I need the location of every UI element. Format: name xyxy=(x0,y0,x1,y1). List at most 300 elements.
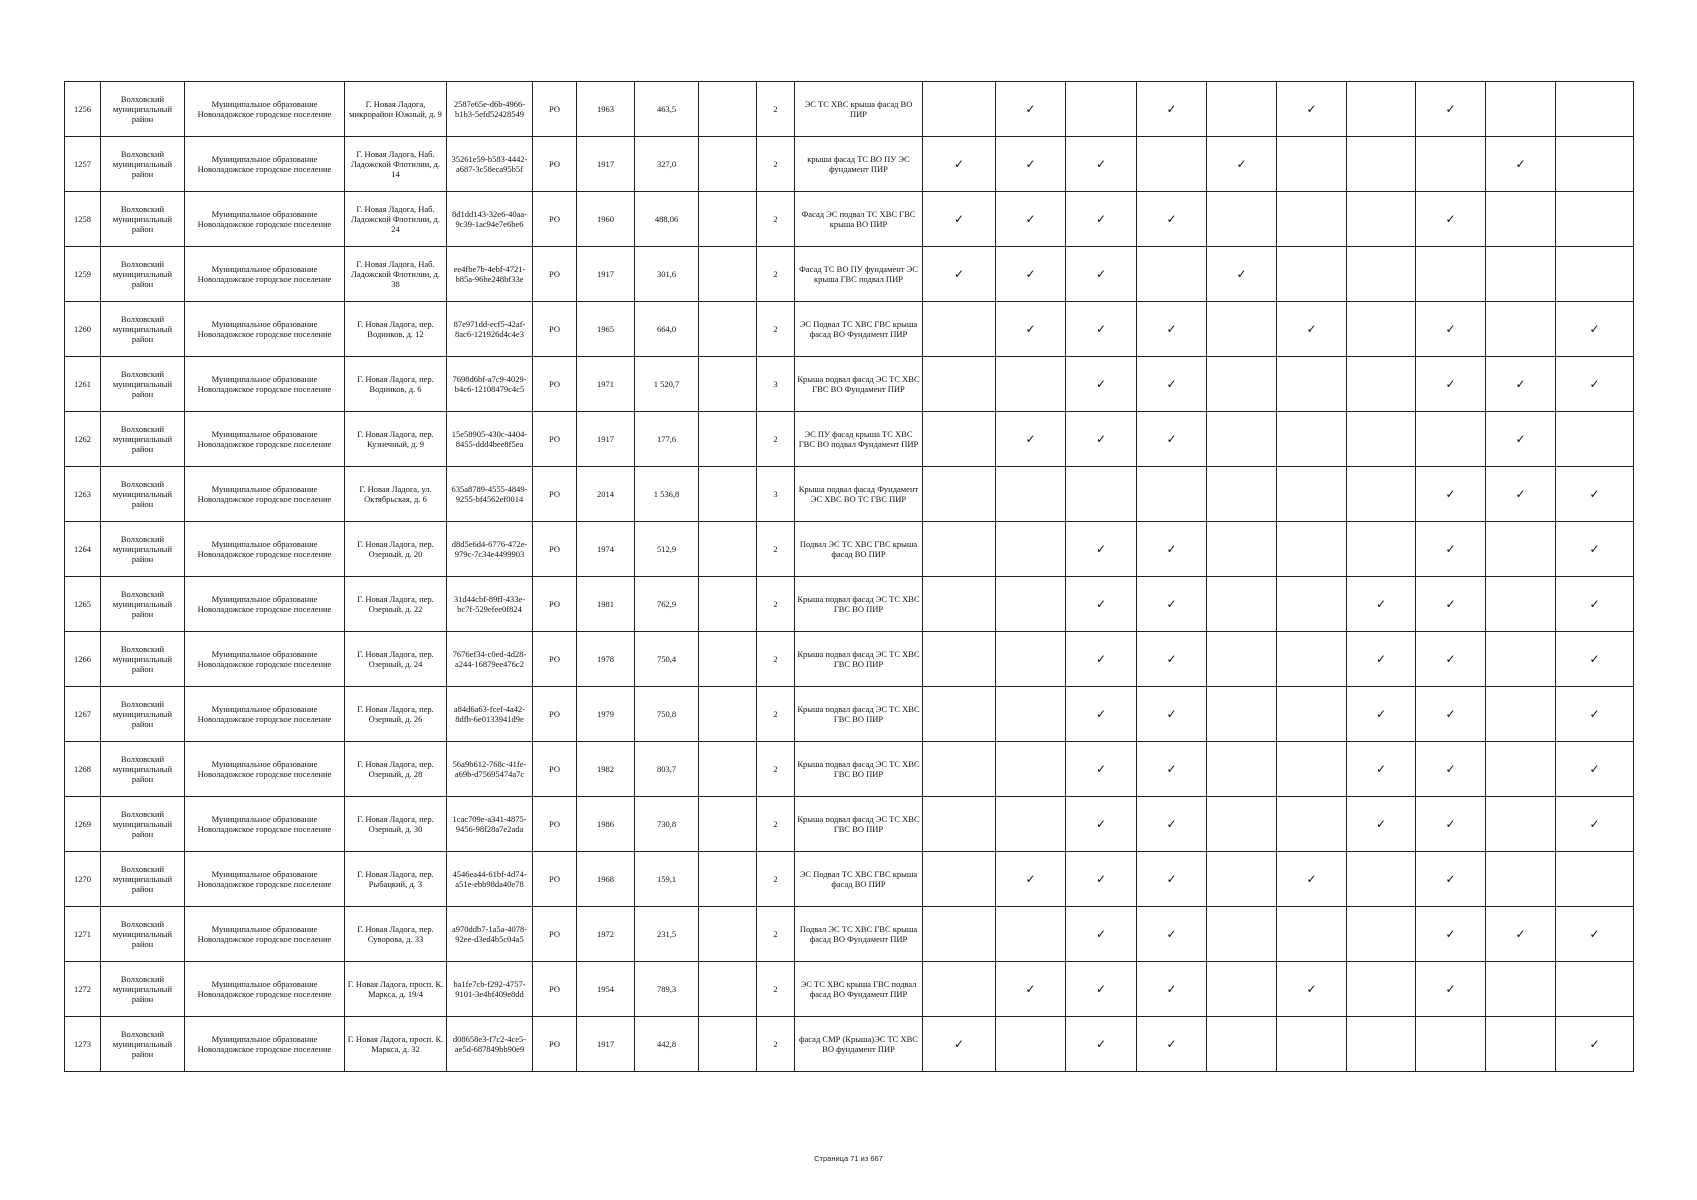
address-cell: Г. Новая Ладога, Наб. Ладожской Флотилии, д. 14 xyxy=(345,137,447,192)
row-number-cell: 1263 xyxy=(65,467,101,522)
work-types-cell: Крыша подвал фасад ЭС ТС ХВС ГВС ВО ПИР xyxy=(795,797,923,852)
empty-check-cell xyxy=(1486,797,1556,852)
empty-check-cell xyxy=(996,577,1066,632)
empty-check-cell xyxy=(923,412,996,467)
empty-check-cell xyxy=(1207,962,1277,1017)
year-built-cell: 1968 xyxy=(577,852,635,907)
empty-check-cell xyxy=(923,852,996,907)
table-row xyxy=(65,687,1634,742)
empty-check-cell xyxy=(1207,742,1277,797)
empty-check-cell xyxy=(1556,412,1634,467)
empty-cell xyxy=(699,852,757,907)
empty-cell xyxy=(699,467,757,522)
year-built-cell: 1917 xyxy=(577,137,635,192)
empty-check-cell xyxy=(1207,1017,1277,1072)
floors-cell: 2 xyxy=(757,522,795,577)
row-number-cell: 1265 xyxy=(65,577,101,632)
empty-check-cell xyxy=(1207,302,1277,357)
area-cell: 442,8 xyxy=(635,1017,699,1072)
check-mark-icon: ✓ xyxy=(1416,907,1486,962)
district-cell: Волховский муниципальный район xyxy=(101,797,185,852)
empty-check-cell xyxy=(1207,467,1277,522)
empty-check-cell xyxy=(923,82,996,137)
empty-check-cell xyxy=(923,302,996,357)
municipality-cell: Муниципальное образование Новоладожское городское поселение xyxy=(185,742,345,797)
empty-check-cell xyxy=(1137,247,1207,302)
district-cell: Волховский муниципальный район xyxy=(101,962,185,1017)
address-cell: Г. Новая Ладога, Наб. Ладожской Флотилии, д. 38 xyxy=(345,247,447,302)
empty-check-cell xyxy=(1207,412,1277,467)
empty-check-cell xyxy=(1486,302,1556,357)
check-mark-icon: ✓ xyxy=(1137,412,1207,467)
check-mark-icon: ✓ xyxy=(1416,742,1486,797)
page-number: Страница 71 из 667 xyxy=(814,1154,883,1163)
empty-check-cell xyxy=(1486,852,1556,907)
work-types-cell: Крыша подвал фасад ЭС ТС ХВС ГВС ВО ПИР xyxy=(795,577,923,632)
empty-check-cell xyxy=(1207,907,1277,962)
empty-check-cell xyxy=(996,742,1066,797)
address-cell: Г. Новая Ладога, пер. Водников, д. 12 xyxy=(345,302,447,357)
guid-cell: 87e971dd-ecf5-42af-8ac6-121926d4c4e3 xyxy=(447,302,533,357)
check-mark-icon: ✓ xyxy=(1347,577,1416,632)
check-mark-icon: ✓ xyxy=(1066,1017,1137,1072)
empty-check-cell xyxy=(1416,137,1486,192)
empty-check-cell xyxy=(1486,742,1556,797)
address-cell: Г. Новая Ладога, микрорайон Южный, д. 9 xyxy=(345,82,447,137)
check-mark-icon: ✓ xyxy=(1416,357,1486,412)
empty-cell xyxy=(699,357,757,412)
table-row xyxy=(65,797,1634,852)
area-cell: 231,5 xyxy=(635,907,699,962)
table-row xyxy=(65,192,1634,247)
empty-check-cell xyxy=(1556,852,1634,907)
check-mark-icon: ✓ xyxy=(1137,357,1207,412)
check-mark-icon: ✓ xyxy=(1137,742,1207,797)
empty-check-cell xyxy=(1277,907,1347,962)
ownership-form-cell: РО xyxy=(533,852,577,907)
empty-check-cell xyxy=(1347,247,1416,302)
guid-cell: 56a9b612-768c-41fe-a69b-d75695474a7c xyxy=(447,742,533,797)
district-cell: Волховский муниципальный район xyxy=(101,1017,185,1072)
municipality-cell: Муниципальное образование Новоладожское городское поселение xyxy=(185,137,345,192)
table-row xyxy=(65,632,1634,687)
area-cell: 750,8 xyxy=(635,687,699,742)
guid-cell: 8d1dd143-32e6-40aa-9c39-1ac94e7e6be6 xyxy=(447,192,533,247)
empty-check-cell xyxy=(1347,357,1416,412)
check-mark-icon: ✓ xyxy=(1556,467,1634,522)
municipality-cell: Муниципальное образование Новоладожское городское поселение xyxy=(185,357,345,412)
empty-check-cell xyxy=(1277,632,1347,687)
address-cell: Г. Новая Ладога, пер. Рыбацкий, д. 3 xyxy=(345,852,447,907)
table-row xyxy=(65,467,1634,522)
floors-cell: 2 xyxy=(757,302,795,357)
check-mark-icon: ✓ xyxy=(1556,357,1634,412)
check-mark-icon: ✓ xyxy=(1277,82,1347,137)
municipality-cell: Муниципальное образование Новоладожское городское поселение xyxy=(185,962,345,1017)
empty-check-cell xyxy=(1066,467,1137,522)
empty-cell xyxy=(699,82,757,137)
empty-check-cell xyxy=(1207,82,1277,137)
floors-cell: 2 xyxy=(757,962,795,1017)
check-mark-icon: ✓ xyxy=(996,247,1066,302)
check-mark-icon: ✓ xyxy=(996,852,1066,907)
check-mark-icon: ✓ xyxy=(1066,962,1137,1017)
check-mark-icon: ✓ xyxy=(1556,1017,1634,1072)
empty-check-cell xyxy=(1486,577,1556,632)
row-number-cell: 1262 xyxy=(65,412,101,467)
work-types-cell: Крыша подвал фасад ЭС ТС ХВС ГВС ВО ПИР xyxy=(795,632,923,687)
address-cell: Г. Новая Ладога, пер. Озерный, д. 22 xyxy=(345,577,447,632)
empty-check-cell xyxy=(1556,962,1634,1017)
guid-cell: 2587e65e-d6b-4966-b1b3-5efd52428549 xyxy=(447,82,533,137)
table-row xyxy=(65,1017,1634,1072)
empty-check-cell xyxy=(1137,137,1207,192)
address-cell: Г. Новая Ладога, пер. Озерный, д. 26 xyxy=(345,687,447,742)
empty-check-cell xyxy=(1277,687,1347,742)
floors-cell: 3 xyxy=(757,357,795,412)
empty-check-cell xyxy=(1277,742,1347,797)
ownership-form-cell: РО xyxy=(533,522,577,577)
empty-check-cell xyxy=(1347,852,1416,907)
row-number-cell: 1270 xyxy=(65,852,101,907)
district-cell: Волховский муниципальный район xyxy=(101,247,185,302)
empty-cell xyxy=(699,137,757,192)
address-cell: Г. Новая Ладога, пер. Озерный, д. 20 xyxy=(345,522,447,577)
work-types-cell: Крыша подвал фасад ЭС ТС ХВС ГВС ВО Фундамент ПИР xyxy=(795,357,923,412)
ownership-form-cell: РО xyxy=(533,137,577,192)
district-cell: Волховский муниципальный район xyxy=(101,742,185,797)
table-row xyxy=(65,742,1634,797)
check-mark-icon: ✓ xyxy=(1416,467,1486,522)
year-built-cell: 2014 xyxy=(577,467,635,522)
check-mark-icon: ✓ xyxy=(1556,522,1634,577)
empty-check-cell xyxy=(996,1017,1066,1072)
address-cell: Г. Новая Ладога, пер. Водников, д. 6 xyxy=(345,357,447,412)
empty-check-cell xyxy=(996,907,1066,962)
guid-cell: 7676ef34-c0ed-4d28-a244-16879ee476c2 xyxy=(447,632,533,687)
check-mark-icon: ✓ xyxy=(1066,302,1137,357)
municipality-cell: Муниципальное образование Новоладожское городское поселение xyxy=(185,302,345,357)
work-types-cell: Крыша подвал фасад Фундамент ЭС ХВС ВО ТС ГВС ПИР xyxy=(795,467,923,522)
empty-check-cell xyxy=(1277,797,1347,852)
year-built-cell: 1954 xyxy=(577,962,635,1017)
area-cell: 730,8 xyxy=(635,797,699,852)
empty-check-cell xyxy=(1066,82,1137,137)
check-mark-icon: ✓ xyxy=(1416,522,1486,577)
year-built-cell: 1972 xyxy=(577,907,635,962)
row-number-cell: 1264 xyxy=(65,522,101,577)
check-mark-icon: ✓ xyxy=(996,412,1066,467)
empty-check-cell xyxy=(996,357,1066,412)
ownership-form-cell: РО xyxy=(533,577,577,632)
check-mark-icon: ✓ xyxy=(1137,687,1207,742)
check-mark-icon: ✓ xyxy=(996,192,1066,247)
address-cell: Г. Новая Ладога, просп. К. Маркса, д. 32 xyxy=(345,1017,447,1072)
work-types-cell: ЭС ПУ фасад крыша ТС ХВС ГВС ВО подвал Фундамент ПИР xyxy=(795,412,923,467)
check-mark-icon: ✓ xyxy=(1556,742,1634,797)
empty-cell xyxy=(699,742,757,797)
area-cell: 789,3 xyxy=(635,962,699,1017)
row-number-cell: 1260 xyxy=(65,302,101,357)
empty-check-cell xyxy=(1207,192,1277,247)
empty-check-cell xyxy=(923,797,996,852)
empty-check-cell xyxy=(1416,247,1486,302)
check-mark-icon: ✓ xyxy=(1066,357,1137,412)
row-number-cell: 1273 xyxy=(65,1017,101,1072)
guid-cell: ba1fe7cb-f292-4757-9101-3e4bf409e8dd xyxy=(447,962,533,1017)
empty-cell xyxy=(699,1017,757,1072)
ownership-form-cell: РО xyxy=(533,962,577,1017)
year-built-cell: 1982 xyxy=(577,742,635,797)
check-mark-icon: ✓ xyxy=(1066,687,1137,742)
district-cell: Волховский муниципальный район xyxy=(101,522,185,577)
empty-check-cell xyxy=(1486,1017,1556,1072)
empty-cell xyxy=(699,302,757,357)
check-mark-icon: ✓ xyxy=(1207,247,1277,302)
empty-check-cell xyxy=(1347,137,1416,192)
row-number-cell: 1271 xyxy=(65,907,101,962)
empty-check-cell xyxy=(1207,687,1277,742)
empty-check-cell xyxy=(923,522,996,577)
guid-cell: d08658e3-f7c2-4ce5-ae5d-687849bb90e9 xyxy=(447,1017,533,1072)
municipality-cell: Муниципальное образование Новоладожское городское поселение xyxy=(185,247,345,302)
check-mark-icon: ✓ xyxy=(1277,302,1347,357)
check-mark-icon: ✓ xyxy=(1066,192,1137,247)
check-mark-icon: ✓ xyxy=(1416,302,1486,357)
address-cell: Г. Новая Ладога, пер. Озерный, д. 30 xyxy=(345,797,447,852)
guid-cell: a84d6a63-fcef-4a42-8dfb-6e0133941d9e xyxy=(447,687,533,742)
floors-cell: 2 xyxy=(757,687,795,742)
check-mark-icon: ✓ xyxy=(1556,302,1634,357)
table-row xyxy=(65,247,1634,302)
floors-cell: 2 xyxy=(757,907,795,962)
empty-check-cell xyxy=(1486,82,1556,137)
area-cell: 1 536,8 xyxy=(635,467,699,522)
empty-check-cell xyxy=(996,467,1066,522)
floors-cell: 2 xyxy=(757,192,795,247)
check-mark-icon: ✓ xyxy=(1277,852,1347,907)
table-row xyxy=(65,412,1634,467)
row-number-cell: 1259 xyxy=(65,247,101,302)
year-built-cell: 1971 xyxy=(577,357,635,412)
table-row xyxy=(65,82,1634,137)
check-mark-icon: ✓ xyxy=(1137,522,1207,577)
ownership-form-cell: РО xyxy=(533,302,577,357)
empty-check-cell xyxy=(923,687,996,742)
empty-check-cell xyxy=(1416,412,1486,467)
ownership-form-cell: РО xyxy=(533,687,577,742)
empty-check-cell xyxy=(1277,137,1347,192)
row-number-cell: 1269 xyxy=(65,797,101,852)
empty-check-cell xyxy=(1416,1017,1486,1072)
ownership-form-cell: РО xyxy=(533,907,577,962)
check-mark-icon: ✓ xyxy=(1416,962,1486,1017)
municipality-cell: Муниципальное образование Новоладожское городское поселение xyxy=(185,632,345,687)
ownership-form-cell: РО xyxy=(533,357,577,412)
check-mark-icon: ✓ xyxy=(1066,632,1137,687)
empty-check-cell xyxy=(923,577,996,632)
guid-cell: 635a8789-4555-4849-9255-bf4562ef0014 xyxy=(447,467,533,522)
work-types-cell: Подвал ЭС ТС ХВС ГВС крыша фасад ВО Фундамент ПИР xyxy=(795,907,923,962)
district-cell: Волховский муниципальный район xyxy=(101,302,185,357)
table-row xyxy=(65,522,1634,577)
floors-cell: 2 xyxy=(757,577,795,632)
floors-cell: 2 xyxy=(757,1017,795,1072)
row-number-cell: 1266 xyxy=(65,632,101,687)
empty-check-cell xyxy=(1207,357,1277,412)
row-number-cell: 1261 xyxy=(65,357,101,412)
empty-check-cell xyxy=(1347,1017,1416,1072)
empty-check-cell xyxy=(1486,687,1556,742)
check-mark-icon: ✓ xyxy=(1066,412,1137,467)
work-types-cell: Крыша подвал фасад ЭС ТС ХВС ГВС ВО ПИР xyxy=(795,742,923,797)
municipality-cell: Муниципальное образование Новоладожское городское поселение xyxy=(185,687,345,742)
check-mark-icon: ✓ xyxy=(996,137,1066,192)
empty-check-cell xyxy=(1277,1017,1347,1072)
empty-check-cell xyxy=(1137,467,1207,522)
work-types-cell: ЭС Подвал ТС ХВС ГВС крыша фасад ВО Фундамент ПИР xyxy=(795,302,923,357)
empty-check-cell xyxy=(996,632,1066,687)
work-types-cell: Фасад ТС ВО ПУ фундамент ЭС крыша ГВС подвал ПИР xyxy=(795,247,923,302)
check-mark-icon: ✓ xyxy=(1137,1017,1207,1072)
check-mark-icon: ✓ xyxy=(923,137,996,192)
empty-check-cell xyxy=(1556,137,1634,192)
empty-check-cell xyxy=(1556,192,1634,247)
check-mark-icon: ✓ xyxy=(923,247,996,302)
table-row xyxy=(65,962,1634,1017)
address-cell: Г. Новая Ладога, пер. Кузнечный, д. 9 xyxy=(345,412,447,467)
row-number-cell: 1267 xyxy=(65,687,101,742)
address-cell: Г. Новая Ладога, пер. Озерный, д. 24 xyxy=(345,632,447,687)
table-row xyxy=(65,907,1634,962)
check-mark-icon: ✓ xyxy=(1347,632,1416,687)
year-built-cell: 1960 xyxy=(577,192,635,247)
check-mark-icon: ✓ xyxy=(1416,82,1486,137)
empty-check-cell xyxy=(1277,522,1347,577)
check-mark-icon: ✓ xyxy=(1066,247,1137,302)
district-cell: Волховский муниципальный район xyxy=(101,467,185,522)
district-cell: Волховский муниципальный район xyxy=(101,82,185,137)
empty-check-cell xyxy=(1486,192,1556,247)
floors-cell: 2 xyxy=(757,412,795,467)
check-mark-icon: ✓ xyxy=(1066,137,1137,192)
guid-cell: 15e58905-430c-4404-8455-ddd4bee8f5ea xyxy=(447,412,533,467)
table-row xyxy=(65,852,1634,907)
district-cell: Волховский муниципальный район xyxy=(101,632,185,687)
empty-check-cell xyxy=(1277,357,1347,412)
empty-check-cell xyxy=(1556,247,1634,302)
area-cell: 488,06 xyxy=(635,192,699,247)
municipality-cell: Муниципальное образование Новоладожское городское поселение xyxy=(185,412,345,467)
empty-check-cell xyxy=(1486,632,1556,687)
guid-cell: 35261e59-b583-4442-a687-3c58eca95b5f xyxy=(447,137,533,192)
check-mark-icon: ✓ xyxy=(1066,577,1137,632)
table-row xyxy=(65,357,1634,412)
empty-cell xyxy=(699,192,757,247)
ownership-form-cell: РО xyxy=(533,247,577,302)
address-cell: Г. Новая Ладога, ул. Октябрьская, д. 6 xyxy=(345,467,447,522)
ownership-form-cell: РО xyxy=(533,797,577,852)
check-mark-icon: ✓ xyxy=(1556,797,1634,852)
check-mark-icon: ✓ xyxy=(1486,357,1556,412)
floors-cell: 3 xyxy=(757,467,795,522)
empty-check-cell xyxy=(1207,852,1277,907)
floors-cell: 2 xyxy=(757,82,795,137)
check-mark-icon: ✓ xyxy=(1416,192,1486,247)
check-mark-icon: ✓ xyxy=(1556,632,1634,687)
check-mark-icon: ✓ xyxy=(1137,192,1207,247)
year-built-cell: 1981 xyxy=(577,577,635,632)
check-mark-icon: ✓ xyxy=(1137,852,1207,907)
ownership-form-cell: РО xyxy=(533,412,577,467)
empty-check-cell xyxy=(1207,522,1277,577)
row-number-cell: 1268 xyxy=(65,742,101,797)
empty-cell xyxy=(699,522,757,577)
table-row xyxy=(65,577,1634,632)
empty-check-cell xyxy=(923,632,996,687)
ownership-form-cell: РО xyxy=(533,467,577,522)
check-mark-icon: ✓ xyxy=(1347,797,1416,852)
check-mark-icon: ✓ xyxy=(1137,797,1207,852)
check-mark-icon: ✓ xyxy=(923,192,996,247)
row-number-cell: 1257 xyxy=(65,137,101,192)
empty-cell xyxy=(699,797,757,852)
year-built-cell: 1986 xyxy=(577,797,635,852)
check-mark-icon: ✓ xyxy=(1137,962,1207,1017)
empty-check-cell xyxy=(1207,577,1277,632)
address-cell: Г. Новая Ладога, Наб. Ладожской Флотилии, д. 24 xyxy=(345,192,447,247)
check-mark-icon: ✓ xyxy=(996,82,1066,137)
municipality-cell: Муниципальное образование Новоладожское городское поселение xyxy=(185,797,345,852)
guid-cell: 7698d6bf-a7c9-4029-b4c6-12108479c4c5 xyxy=(447,357,533,412)
check-mark-icon: ✓ xyxy=(1486,467,1556,522)
address-cell: Г. Новая Ладога, пер. Озерный, д. 28 xyxy=(345,742,447,797)
check-mark-icon: ✓ xyxy=(1556,687,1634,742)
empty-cell xyxy=(699,962,757,1017)
check-mark-icon: ✓ xyxy=(1556,907,1634,962)
area-cell: 762,9 xyxy=(635,577,699,632)
check-mark-icon: ✓ xyxy=(1556,577,1634,632)
empty-check-cell xyxy=(1277,247,1347,302)
check-mark-icon: ✓ xyxy=(1347,687,1416,742)
empty-check-cell xyxy=(1347,192,1416,247)
address-cell: Г. Новая Ладога, пер. Суворова, д. 33 xyxy=(345,907,447,962)
district-cell: Волховский муниципальный район xyxy=(101,852,185,907)
year-built-cell: 1979 xyxy=(577,687,635,742)
guid-cell: 31d44cbf-89ff-433e-bc7f-529efee0f824 xyxy=(447,577,533,632)
municipality-cell: Муниципальное образование Новоладожское городское поселение xyxy=(185,522,345,577)
guid-cell: a970ddb7-1a5a-4078-92ee-d3ed4b5c04a5 xyxy=(447,907,533,962)
guid-cell: 1cac709e-a341-4875-9456-98f28a7e2ada xyxy=(447,797,533,852)
area-cell: 1 520,7 xyxy=(635,357,699,412)
row-number-cell: 1272 xyxy=(65,962,101,1017)
municipality-cell: Муниципальное образование Новоладожское городское поселение xyxy=(185,852,345,907)
empty-check-cell xyxy=(1347,412,1416,467)
district-cell: Волховский муниципальный район xyxy=(101,192,185,247)
empty-check-cell xyxy=(1277,192,1347,247)
empty-check-cell xyxy=(1556,82,1634,137)
floors-cell: 2 xyxy=(757,797,795,852)
empty-check-cell xyxy=(1347,907,1416,962)
work-types-cell: ЭС Подвал ТС ХВС ГВС крыша фасад ВО ПИР xyxy=(795,852,923,907)
guid-cell: 4546ea44-61bf-4d74-a51e-ebb98da40e78 xyxy=(447,852,533,907)
ownership-form-cell: РО xyxy=(533,1017,577,1072)
empty-check-cell xyxy=(1347,302,1416,357)
area-cell: 177,6 xyxy=(635,412,699,467)
check-mark-icon: ✓ xyxy=(1066,852,1137,907)
work-types-cell: ЭС ТС ХВС крыша ГВС подвал фасад ВО Фундамент ПИР xyxy=(795,962,923,1017)
year-built-cell: 1917 xyxy=(577,247,635,302)
